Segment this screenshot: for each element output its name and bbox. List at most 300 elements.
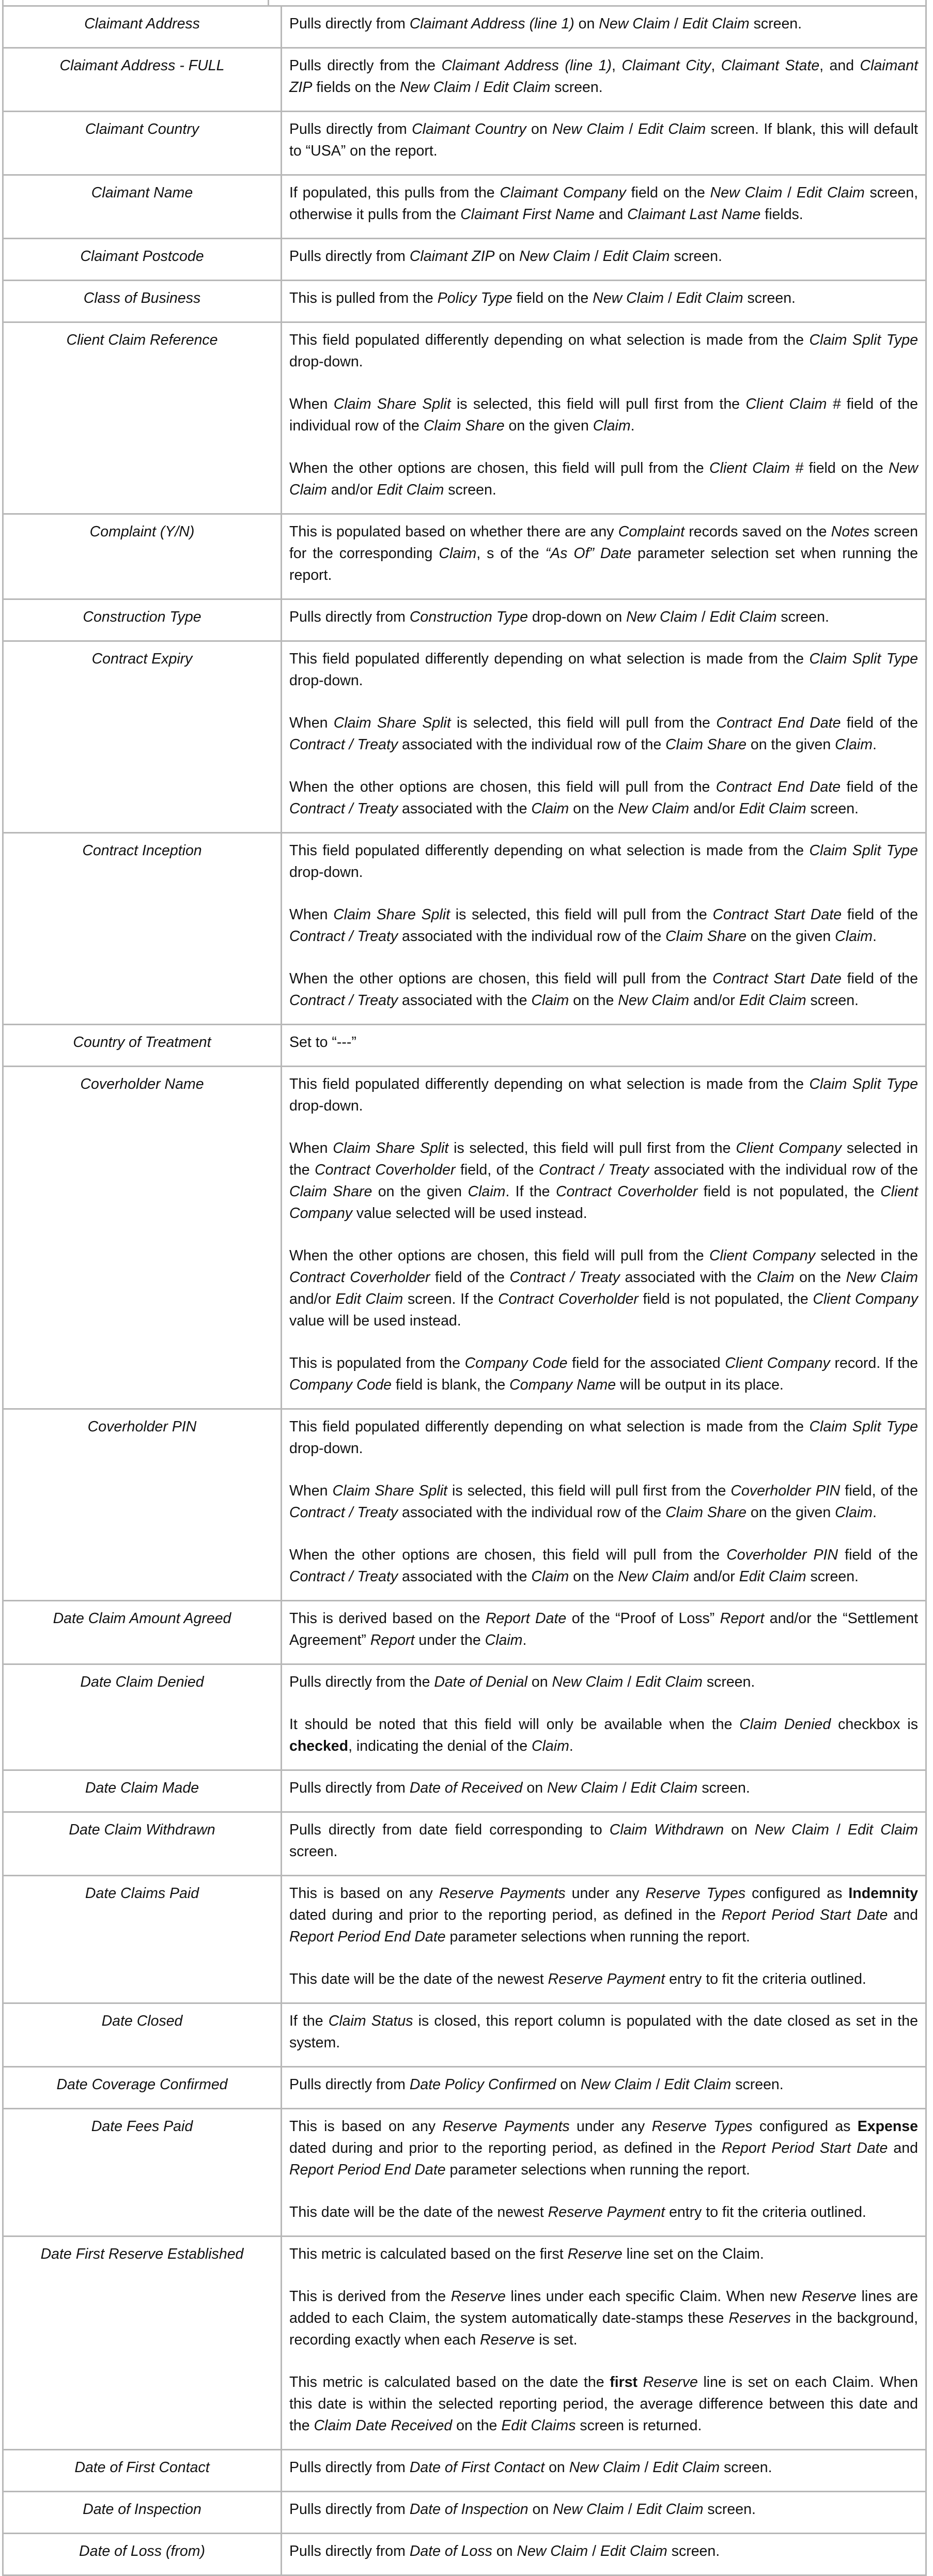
description-text: . (872, 928, 877, 945)
table-row (3, 1025, 926, 1067)
description-text: of the “Proof of Loss” (566, 1610, 720, 1627)
description-text: is selected, this field will pull first from the (450, 396, 746, 412)
field-reference: Contract / Treaty (289, 928, 398, 945)
description-text: screen. (702, 1674, 755, 1690)
field-reference: Claim Denied (739, 1716, 831, 1733)
description-text: associated with the individual row of the (398, 1504, 666, 1521)
field-reference: Claim (485, 1632, 523, 1648)
field-name: Contract Expiry (3, 641, 282, 833)
field-reference: Client Company (736, 1140, 842, 1156)
field-reference: New Claim (626, 609, 697, 625)
field-description (282, 281, 926, 322)
field-description (282, 1770, 926, 1812)
description-text: Pulls directly from (289, 248, 410, 265)
description-text: . (630, 418, 635, 434)
description-text: on (494, 248, 520, 265)
field-reference: Reserve (567, 2246, 623, 2262)
description-text: / (651, 2076, 664, 2093)
description-text: drop-down on (527, 609, 627, 625)
description-text: screen. (289, 1843, 338, 1860)
field-name: Complaint (Y/N) (3, 514, 282, 599)
field-reference: Claim Share Split (333, 1140, 449, 1156)
field-reference: New Claim (599, 16, 671, 32)
description-paragraph (289, 521, 918, 586)
description-text: is closed, this report column is populated with the date closed as set in the system. (289, 2013, 918, 2051)
description-text: is selected, this field will pull first from the (447, 1483, 731, 1499)
description-paragraph (289, 904, 918, 947)
description-text: Pulls directly from the (289, 57, 442, 74)
table-row (3, 239, 926, 281)
field-reference: New Claim (569, 2459, 641, 2476)
field-reference: Client Company (813, 1291, 918, 1307)
field-reference: Report Period End Date (289, 2162, 446, 2178)
description-paragraph (289, 245, 918, 267)
emphasis-text: checked (289, 1738, 349, 1754)
description-text: screen. (806, 992, 859, 1009)
description-text: / (618, 1780, 631, 1796)
description-text: is set. (535, 2332, 578, 2348)
description-paragraph (289, 287, 918, 309)
description-text: / (640, 2459, 653, 2476)
description-text: field, of the (840, 1483, 919, 1499)
field-name: Date Coverage Confirmed (3, 2067, 282, 2109)
description-text: drop-down. (289, 1098, 363, 1114)
description-text: Pulls directly from date field corresponding to (289, 1822, 610, 1838)
field-reference: Claim Split Type (809, 651, 919, 667)
field-reference: Complaint (618, 523, 685, 540)
field-reference: Claim (835, 736, 873, 753)
description-text: Pulls directly from the (289, 1674, 434, 1690)
field-reference: Claimant Address (line 1) (441, 57, 612, 74)
field-reference: Claimant Company (500, 184, 626, 201)
description-text: If the (289, 2013, 329, 2029)
field-reference: Contract Start Date (712, 906, 842, 923)
field-description (282, 239, 926, 281)
table-row (3, 1664, 926, 1770)
description-text: under the (414, 1632, 485, 1648)
field-reference: Claim Split Type (809, 1076, 919, 1092)
field-name: Construction Type (3, 599, 282, 641)
description-text: on the (569, 1568, 618, 1585)
field-reference: Reserve (643, 2374, 698, 2390)
description-text: associated with the (619, 1269, 757, 1286)
field-reference: Claim (531, 992, 569, 1009)
description-text: field is not populated, the (697, 1183, 881, 1200)
field-reference: Contract Start Date (712, 970, 842, 987)
table-row (3, 1067, 926, 1409)
field-name: Date Claim Denied (3, 1664, 282, 1770)
field-description (282, 2067, 926, 2109)
description-text: associated with the (398, 992, 532, 1009)
description-text: on (522, 1780, 547, 1796)
description-text: records saved on the (685, 523, 831, 540)
table-body (3, 6, 926, 2575)
description-text: screen for the corresponding (289, 523, 918, 562)
table-row (3, 1409, 926, 1601)
field-reference: Date Policy Confirmed (409, 2076, 556, 2093)
description-text: field on the (512, 290, 593, 306)
description-text: screen. (550, 79, 603, 96)
description-text: under any (565, 1885, 646, 1902)
field-reference: Date of Received (409, 1780, 523, 1796)
description-paragraph (289, 1073, 918, 1117)
description-text: screen. (731, 2076, 784, 2093)
description-text: / (670, 16, 682, 32)
description-text: is selected, this field will pull from the (450, 715, 717, 731)
description-text: This field populated differently depending on what selection is made from the (289, 842, 810, 859)
field-reference: Claimant ZIP (289, 57, 919, 96)
field-reference: Claim Share Split (333, 715, 451, 731)
description-text: line set on the Claim. (622, 2246, 764, 2262)
field-reference: New Claim (618, 1568, 690, 1585)
description-paragraph (289, 1671, 918, 1693)
table-row (3, 2492, 926, 2534)
table-row (3, 2109, 926, 2236)
field-description (282, 2236, 926, 2450)
field-reference: Edit Claim (377, 482, 444, 498)
description-text: on the (794, 1269, 846, 1286)
description-text: on the given (372, 1183, 468, 1200)
field-reference: New Claim (710, 184, 783, 201)
field-reference: Edit Claim (739, 1568, 806, 1585)
description-text: screen. (444, 482, 496, 498)
field-reference: Edit Claim (335, 1291, 403, 1307)
field-reference: Claim Withdrawn (609, 1822, 724, 1838)
description-text: selected in the (815, 1247, 918, 1264)
description-text: on the (569, 992, 618, 1009)
description-text: parameter selection set when running the report. (289, 545, 919, 583)
field-reference: New Claim (547, 1780, 618, 1796)
description-text: Pulls directly from (289, 1780, 410, 1796)
description-text: This date will be the date of the newest (289, 1971, 548, 1987)
description-text: on the given (746, 928, 835, 945)
description-text: . (872, 1504, 877, 1521)
description-text: field is not populated, the (638, 1291, 813, 1307)
description-text: on (528, 2501, 553, 2518)
field-name: Coverholder Name (3, 1067, 282, 1409)
field-name: Country of Treatment (3, 1025, 282, 1067)
description-text: When (289, 396, 334, 412)
field-reference: Client Company (725, 1355, 830, 1371)
description-text: checkbox is (831, 1716, 918, 1733)
description-text: When (289, 906, 334, 923)
field-reference: Contract / Treaty (289, 800, 398, 817)
field-reference: Claimant Last Name (627, 206, 761, 223)
description-text: screen. If blank, this will default to “USA” on the report. (289, 121, 918, 159)
description-text: screen. (720, 2459, 772, 2476)
field-description (282, 1025, 926, 1067)
field-reference: Edit Claim (600, 2543, 667, 2559)
field-reference: Claim Split Type (809, 1418, 919, 1435)
field-reference: Contract End Date (716, 779, 841, 795)
field-reference: Policy Type (437, 290, 512, 306)
field-name: Date Claim Withdrawn (3, 1812, 282, 1876)
table-row (3, 833, 926, 1025)
description-text: field of the individual row of the (289, 396, 919, 434)
description-text: parameter selections when running the report. (445, 2162, 750, 2178)
description-paragraph (289, 2243, 918, 2265)
description-text: and/or (689, 800, 739, 817)
field-reference: Client Claim # (745, 396, 841, 412)
description-paragraph (289, 968, 918, 1011)
description-text: configured as (752, 2118, 858, 2135)
table-row (3, 322, 926, 514)
field-reference: Claimant Address (line 1) (409, 16, 574, 32)
field-reference: Edit Claim (709, 609, 777, 625)
description-text: / (624, 2501, 636, 2518)
description-paragraph (289, 2201, 918, 2223)
field-reference: Contract / Treaty (289, 1504, 398, 1521)
description-text: is selected, this field will pull from the (450, 906, 713, 923)
field-reference: Claim Share Split (332, 1483, 447, 1499)
description-text: value will be used instead. (289, 1313, 461, 1329)
description-text: This date will be the date of the newest (289, 2204, 548, 2220)
description-paragraph (289, 1777, 918, 1799)
field-reference: Report Period End Date (289, 1929, 446, 1945)
field-reference: Claim (532, 1738, 569, 1754)
field-description (282, 175, 926, 239)
description-text: This is derived based on the (289, 1610, 486, 1627)
field-description (282, 599, 926, 641)
field-reference: Contract / Treaty (289, 1568, 398, 1585)
field-reference: New Claim (519, 248, 590, 265)
description-text: on (492, 2543, 517, 2559)
description-text: screen is returned. (576, 2417, 702, 2434)
field-name: Coverholder PIN (3, 1409, 282, 1601)
description-text: . (872, 736, 877, 753)
field-reference: New Claim (754, 1822, 829, 1838)
field-description (282, 322, 926, 514)
field-reference: Claim (468, 1183, 506, 1200)
field-description (282, 1067, 926, 1409)
table-row (3, 48, 926, 112)
description-text: and/or (689, 1568, 739, 1585)
field-description (282, 1409, 926, 1601)
description-text: associated with the individual row of the (398, 736, 666, 753)
field-reference: Reserve (450, 2288, 506, 2305)
table-row (3, 281, 926, 322)
field-reference: Notes (831, 523, 870, 540)
table-row (3, 514, 926, 599)
field-reference: Contract / Treaty (289, 992, 398, 1009)
field-reference: New Claim (846, 1269, 918, 1286)
description-text: screen. (749, 16, 802, 32)
description-text: record. If the (830, 1355, 918, 1371)
field-reference: Reserve Payment (548, 1971, 665, 1987)
description-paragraph (289, 1245, 918, 1332)
field-name: Date of Loss (from) (3, 2534, 282, 2575)
description-text: screen. If the (403, 1291, 499, 1307)
field-name: Date Claim Amount Agreed (3, 1601, 282, 1664)
description-text: When the other options are chosen, this field will pull from the (289, 1547, 727, 1563)
field-reference: New Claim (618, 800, 690, 817)
description-text: / (829, 1822, 848, 1838)
field-reference: Report (720, 1610, 765, 1627)
field-reference: Claim Share Split (333, 906, 450, 923)
table-row (3, 641, 926, 833)
field-definitions-table (2, 5, 927, 2576)
field-description (282, 2003, 926, 2067)
field-reference: New Claim (399, 79, 471, 96)
field-reference: Contract / Treaty (538, 1162, 649, 1178)
field-reference: Edit Claim (652, 2459, 720, 2476)
table-row (3, 1770, 926, 1812)
field-reference: Date of Inspection (409, 2501, 528, 2518)
field-reference: Claim Share (289, 1183, 372, 1200)
field-description (282, 2534, 926, 2575)
description-text: screen. (670, 248, 722, 265)
description-paragraph (289, 1031, 918, 1053)
description-text: drop-down. (289, 864, 363, 881)
description-text: When the other options are chosen, this field will pull from the (289, 970, 713, 987)
description-paragraph (289, 2498, 918, 2520)
description-text: field on the (626, 184, 710, 201)
description-text: on the given (746, 1504, 835, 1521)
description-text: field of the (842, 906, 918, 923)
field-name: Class of Business (3, 281, 282, 322)
field-description (282, 48, 926, 112)
description-text: This field populated differently depending on what selection is made from the (289, 1418, 810, 1435)
field-reference: Reserve Payment (548, 2204, 665, 2220)
field-reference: Contract Coverholder (555, 1183, 698, 1200)
field-reference: Reserves (728, 2310, 791, 2326)
description-text: configured as (745, 1885, 849, 1902)
description-text: under any (569, 2118, 652, 2135)
description-paragraph (289, 606, 918, 628)
description-text: This field populated differently depending on what selection is made from the (289, 1076, 810, 1092)
description-text: dated during and prior to the reporting period, as defined in the (289, 1907, 722, 1923)
description-text: entry to fit the criteria outlined. (665, 2204, 866, 2220)
description-text: entry to fit the criteria outlined. (665, 1971, 866, 1987)
field-reference: Reserve Payments (439, 1885, 566, 1902)
table-row (3, 2236, 926, 2450)
field-reference: Company Code (289, 1377, 392, 1393)
table-row (3, 112, 926, 175)
description-text: value selected will be used instead. (352, 1205, 587, 1222)
field-description (282, 1876, 926, 2003)
description-text: field is blank, the (392, 1377, 510, 1393)
field-reference: Client Company (709, 1247, 816, 1264)
table-row (3, 1812, 926, 1876)
description-text: fields. (760, 206, 803, 223)
description-text: parameter selections when running the report. (445, 1929, 750, 1945)
description-text: , s of the (476, 545, 546, 562)
description-text: When the other options are chosen, this field will pull from the (289, 460, 709, 476)
description-paragraph (289, 393, 918, 437)
description-paragraph (289, 118, 918, 162)
field-description (282, 112, 926, 175)
description-text: When (289, 715, 334, 731)
field-reference: Reserve Payments (442, 2118, 570, 2135)
field-name: Claimant Postcode (3, 239, 282, 281)
field-name: Date Fees Paid (3, 2109, 282, 2236)
description-text: , (711, 57, 721, 74)
description-text: field for the associated (567, 1355, 725, 1371)
description-text: field of the (841, 779, 918, 795)
description-paragraph (289, 712, 918, 755)
field-reference: Report Period Start Date (721, 2140, 888, 2156)
description-text: lines are added to each Claim, the system automatically date-stamps these (289, 2288, 918, 2326)
field-reference: Claim Share (423, 418, 505, 434)
field-reference: Reserve (801, 2288, 857, 2305)
description-text: lines under each specific Claim. When new (505, 2288, 802, 2305)
description-text: Pulls directly from (289, 2076, 410, 2093)
field-description (282, 2450, 926, 2492)
description-text: associated with the (398, 1568, 532, 1585)
field-reference: Edit Claim (664, 2076, 732, 2093)
description-text: / (623, 1674, 636, 1690)
description-text: This field populated differently depending on what selection is made from the (289, 651, 810, 667)
description-text: associated with the (398, 800, 532, 817)
description-paragraph (289, 55, 918, 98)
table-row (3, 6, 926, 48)
description-text: field of the (838, 1547, 918, 1563)
description-text: field of the (841, 715, 918, 731)
field-description (282, 6, 926, 48)
table-row (3, 2003, 926, 2067)
description-text: When the other options are chosen, this field will pull from the (289, 1247, 709, 1264)
field-reference: Contract / Treaty (289, 736, 398, 753)
description-text: line is set on each Claim. When this date is within the selected reporting period, the average difference between this date and the (289, 2374, 919, 2434)
field-reference: Client Claim # (709, 460, 804, 476)
field-reference: Report (370, 1632, 415, 1648)
field-reference: Report Date (485, 1610, 567, 1627)
field-description (282, 1664, 926, 1770)
description-text: is selected, this field will pull first from the (448, 1140, 736, 1156)
description-text: / (697, 609, 710, 625)
description-text: This is derived from the (289, 2288, 451, 2305)
description-text: , indicating the denial of the (348, 1738, 532, 1754)
field-reference: Contract / Treaty (509, 1269, 620, 1286)
field-reference: Edit Claim (636, 2501, 704, 2518)
field-reference: Claim Share (665, 928, 747, 945)
description-text: on (527, 1674, 552, 1690)
field-description (282, 2109, 926, 2236)
description-text: will be output in its place. (616, 1377, 784, 1393)
field-reference: Contract End Date (716, 715, 841, 731)
description-text: associated with the individual row of the (649, 1162, 918, 1178)
description-paragraph (289, 1883, 918, 1948)
description-text: dated during and prior to the reporting period, as defined in the (289, 2140, 722, 2156)
field-reference: New Claim (289, 460, 919, 498)
field-reference: Claim Share Split (333, 396, 451, 412)
field-reference: Reserve Types (651, 2118, 753, 2135)
description-text: on (545, 2459, 569, 2476)
description-text: This metric is calculated based on the date the (289, 2374, 610, 2390)
description-text: on the (569, 800, 618, 817)
description-text: screen. (776, 609, 829, 625)
field-reference: New Claim (552, 1674, 624, 1690)
description-text: . If the (505, 1183, 556, 1200)
description-paragraph (289, 457, 918, 501)
description-text: If populated, this pulls from the (289, 184, 500, 201)
description-text: / (782, 184, 797, 201)
table-row (3, 599, 926, 641)
field-reference: Edit Claim (847, 1822, 918, 1838)
field-reference: Claim Date Received (314, 2417, 453, 2434)
description-paragraph (289, 2010, 918, 2054)
field-reference: Contract Coverholder (315, 1162, 456, 1178)
description-text: This is based on any (289, 2118, 443, 2135)
description-paragraph (289, 2074, 918, 2095)
field-reference: New Claim (517, 2543, 588, 2559)
description-text: When (289, 1140, 333, 1156)
description-text: screen. (806, 800, 859, 817)
description-text: This is populated from the (289, 1355, 465, 1371)
description-text (637, 2374, 643, 2390)
description-text: on the given (504, 418, 593, 434)
description-paragraph (289, 776, 918, 820)
